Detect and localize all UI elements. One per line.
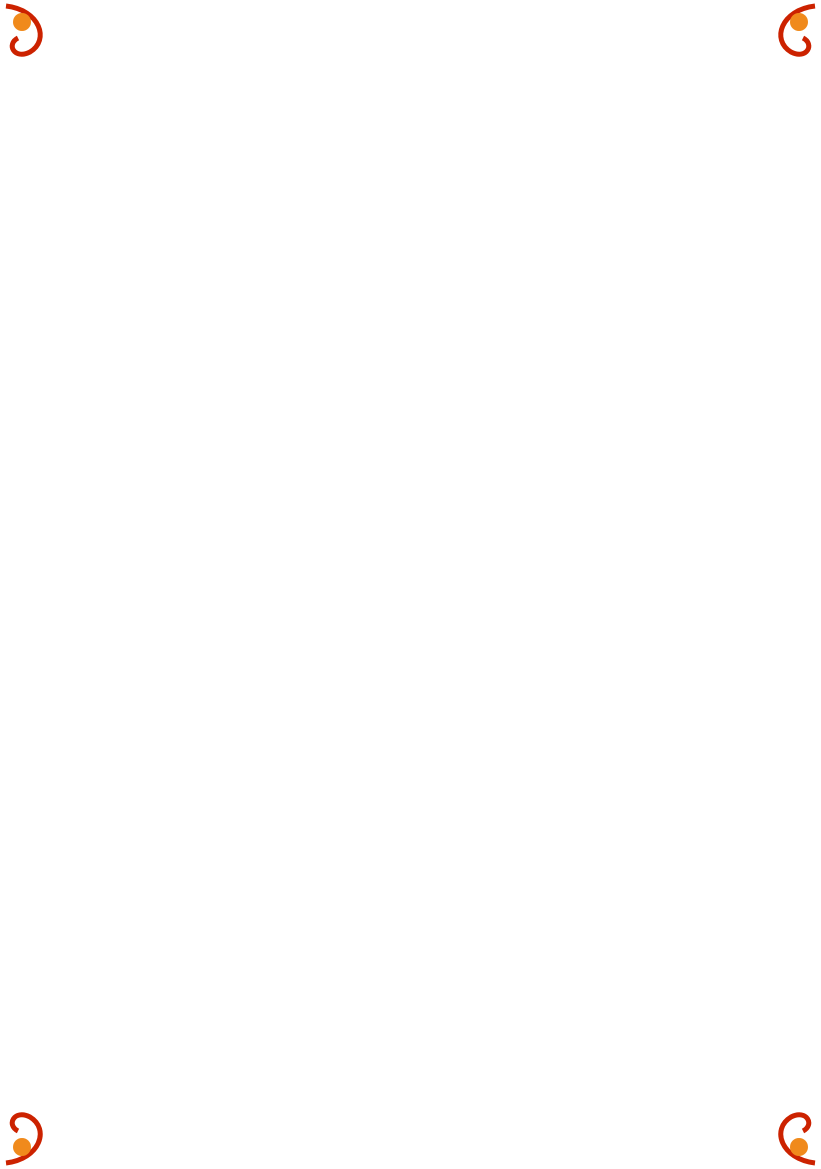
corner-ornament-top-right (781, 6, 815, 54)
worksheet-content (38, 58, 788, 71)
corner-ornament-top-left (6, 6, 40, 54)
corner-ornament-bottom-left (6, 1115, 40, 1163)
corner-ornament-bottom-right (781, 1115, 815, 1163)
